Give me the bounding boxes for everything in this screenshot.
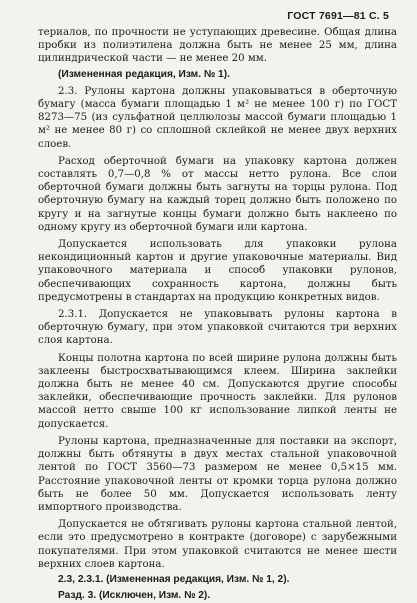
amendment-note-2: 2.3, 2.3.1. (Измененная редакция, Изм. № 1, 2). bbox=[58, 573, 290, 585]
paragraph-wrapping-consumption: Расход оберточной бумаги на упаковку картона должен составлять 0,7—0,8 % от массы нетто рулона. Все слои оберточной бумаги должны быть загнуты на торцы рулона. Под оберточную бумагу на каждый торец должно быть положено по кругу и на загнутые концы бумаги должно быть наклеено по одному кругу из оберточной бумаги или картона. bbox=[38, 155, 397, 233]
page-header: ГОСТ 7691—81 С. 5 bbox=[287, 10, 389, 22]
paragraph-contract: Допускается не обтягивать рулоны картона стальной лентой, если это предусмотрено в контракте (договоре) с зарубежными покупателями. При этом упаковкой считаются не менее шести верхних слоев картона. bbox=[38, 519, 397, 570]
paragraph-2-3: 2.3. Рулоны картона должны упаковываться в оберточную бумагу (масса бумаги площадью 1 м² не менее 100 г) по ГОСТ 8273—75 (из сульфатной целлюлозы массой бумаги площадью 1 м² не менее 80 г) со сплошной склейкой не менее двух верхних слоев. bbox=[38, 85, 397, 150]
amendment-note: (Измененная редакция, Изм. № 1). bbox=[58, 68, 230, 80]
paragraph-gluing: Концы полотна картона по всей ширине рулона должны быть заклеены быстросхватывающимся клеем. Ширина заклейки должна быть не менее 40 см. Допускаются другие способы заклейки, обеспечивающие прочность заклейки. Для рулонов массой нетто свыше 100 кг использование липкой ленты не допускается. bbox=[38, 352, 397, 430]
paragraph-2-3-1: 2.3.1. Допускается не упаковывать рулоны картона в оберточную бумагу, при этом упаковкой считаются три верхних слоя картона. bbox=[38, 309, 397, 347]
paragraph-export: Рулоны картона, предназначенные для поставки на экспорт, должны быть обтянуты в двух местах стальной упаковочной лентой по ГОСТ 3560—73 размером не менее 0,5×15 мм. Расстояние упаковочной ленты от кромки торца рулона должно быть не более 50 мм. Допускается использовать ленту импортного производства. bbox=[38, 435, 397, 513]
paragraph-substandard-materials: Допускается использовать для упаковки рулона некондиционный картон и другие упаковочные материалы. Вид упаковочного материала и способ упаковки рулонов, обеспечивающих сохранность картона, должны быть предусмотрены в стандартах на продукцию конкретных видов. bbox=[38, 239, 397, 303]
section-excluded-note: Разд. 3. (Исключен, Изм. № 2). bbox=[58, 590, 211, 602]
paragraph-continuation: териалов, по прочности не уступающих древесине. Общая длина пробки из полиэтилена должна быть не менее 25 мм, длина цилиндрической части — не менее 20 мм. bbox=[38, 27, 397, 65]
